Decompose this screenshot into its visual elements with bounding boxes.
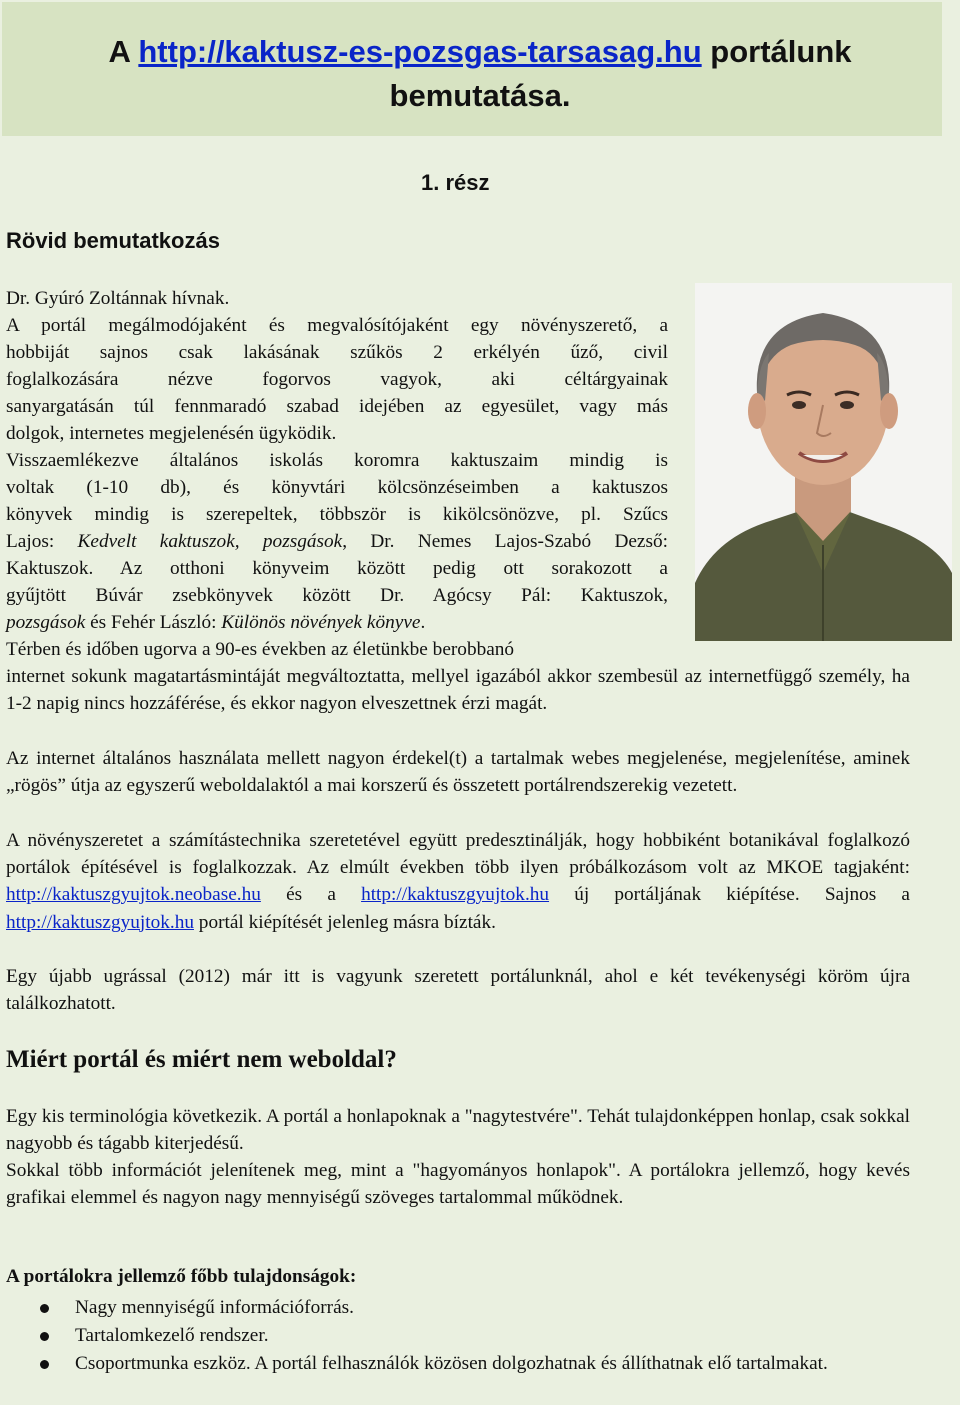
bullet-icon xyxy=(40,1304,49,1313)
intro-line: Lajos: Kedvelt kaktuszok, pozsgások, Dr. Nemes Lajos-Szabó Dezső: xyxy=(6,531,668,552)
book-title: Különös növények könyve xyxy=(221,612,421,633)
paragraph-usage: Az internet általános használata mellett nagyon érdekel(t) a tartalmak webes megjelenése, megjelenítése, aminek „rögös” útja az egyszerű weboldalaktól a mai korszerű és összetett portálrendszerekig vezetett. xyxy=(6,748,910,797)
intro-line: gyűjtött Búvár zsebkönyvek között Dr. Agócsy Pál: Kaktuszok, xyxy=(6,585,668,606)
kaktuszgyujtok-link-2[interactable]: http://kaktuszgyujtok.hu xyxy=(6,911,194,933)
features-list xyxy=(0,1294,912,1378)
book-title: Kedvelt kaktuszok, pozsgások xyxy=(77,531,343,552)
paragraph-2012: Egy újabb ugrással (2012) már itt is vagyunk szeretett portálunknál, ahol e két tevékenységi köröm újra találkozhatott. xyxy=(6,966,910,1015)
intro-line: dolgok, internetes megjelenésén ügyködik. xyxy=(6,423,337,444)
intro-line: Dr. Gyúró Zoltánnak hívnak. xyxy=(6,288,230,309)
intro-line: A portál megálmodójaként és megvalósítójaként egy növényszerető, a xyxy=(6,315,668,336)
intro-line: Kaktuszok. Az otthoni könyveim között pedig ott sorakozott a xyxy=(6,558,668,579)
bullet-icon xyxy=(40,1332,49,1341)
paragraph-internet: internet sokunk magatartásmintáját megváltoztatta, mellyel igazából akkor szembesül az internetfüggő személy, ha 1-2 napig nincs hozzáférése, és ekkor nagyon elveszettnek érzi magát. xyxy=(6,666,910,715)
intro-line: könyvek mindig is szerepeltek, többször is kikölcsönözve, pl. Szűcs xyxy=(6,504,668,525)
list-item: Nagy mennyiségű információforrás. xyxy=(0,1294,912,1322)
portal-title-link[interactable]: http://kaktusz-es-pozsgas-tarsasag.hu xyxy=(138,34,702,69)
bullet-icon xyxy=(40,1360,49,1369)
intro-heading: Rövid bemutatkozás xyxy=(6,228,220,253)
intro-line: hobbiját sajnos csak lakásának szűkös 2 erkélyén űző, civil xyxy=(6,342,668,363)
part-label: 1. rész xyxy=(421,170,490,195)
intro-line: sanyargatásán túl fennmaradó szabad idejében az egyesület, vagy más xyxy=(6,396,668,417)
why-paragraph-2: Sokkal több információt jelenítenek meg, mint a "hagyományos honlapok". A portálokra jellemző, hogy kevés grafikai elemmel és nagyon nagy mennyiségű szöveges tartalommal működnek. xyxy=(6,1160,910,1209)
why-paragraph-1: Egy kis terminológia következik. A portál a honlapoknak a "nagytestvére". Tehát tulajdonképpen honlap, csak sokkal nagyobb és tágabb kiterjedésű. xyxy=(6,1106,910,1155)
list-item: Tartalomkezelő rendszer. xyxy=(0,1322,912,1350)
author-photo xyxy=(695,283,952,641)
paragraph-plants: A növényszeretet a számítástechnika szeretetével együtt predesztinálják, hogy hobbiként botanikával foglalkozó portálok építésével is foglalkozzak. Az elmúlt években több ilyen próbálkozásom volt az MKOE tagjaként: http://kaktuszgyujtok.neobase.hu és a http://kaktuszgyujtok.hu új portáljának kiépítése. Sajnos a http://kaktuszgyujtok.hu portál kiépítését jelenleg másra bízták. xyxy=(6,830,910,933)
neobase-link[interactable]: http://kaktuszgyujtok.neobase.hu xyxy=(6,884,261,906)
list-item: Csoportmunka eszköz. A portál felhasználók közösen dolgozhatnak és állíthatnak elő tartalmakat. xyxy=(0,1350,912,1378)
intro-line: voltak (1-10 db), és könyvtári kölcsönzéseimben a kaktuszos xyxy=(6,477,668,498)
book-title: pozsgások xyxy=(6,612,86,633)
features-heading: A portálokra jellemző főbb tulajdonságok: xyxy=(6,1266,357,1287)
kaktuszgyujtok-link[interactable]: http://kaktuszgyujtok.hu xyxy=(361,884,550,906)
intro-line: pozsgások és Fehér László: Különös növények könyve. xyxy=(6,612,426,633)
intro-line: Térben és időben ugorva a 90-es években az életünkbe berobbanó xyxy=(6,639,515,660)
intro-line: foglalkozására nézve fogorvos vagyok, aki céltárgyainak xyxy=(6,369,668,390)
page-title: A http://kaktusz-es-pozsgas-tarsasag.hu portálunk bemutatása. xyxy=(108,34,852,113)
intro-line: Visszaemlékezve általános iskolás koromra kaktuszaim mindig is xyxy=(6,450,668,471)
why-portal-heading: Miért portál és miért nem weboldal? xyxy=(6,1046,397,1073)
